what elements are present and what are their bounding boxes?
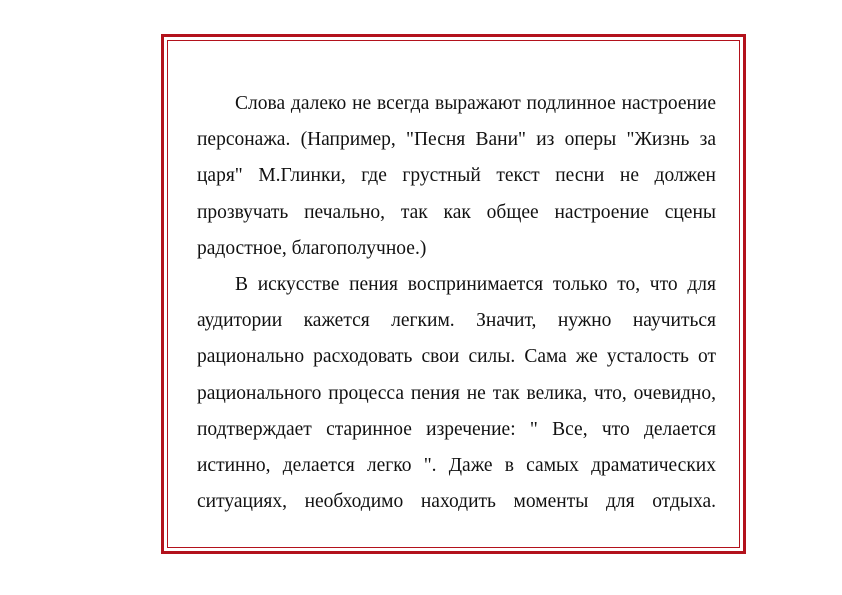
page-frame (161, 34, 746, 554)
text-block (197, 86, 716, 520)
page-frame-inner (167, 40, 740, 548)
paragraph-2: В искусстве пения воспринимается только то, что для аудитории кажется легким. Значит, нужно научиться рационально расходовать свои силы. Сама же усталость от рационального процесса пения не так велика, что, очевидно, подтверждает старинное изречение: " Все, что делается истинно, делается легко ". Даже в самых драматических ситуациях, необходимо находить моменты для отдыха. (197, 274, 716, 513)
paragraph-1: Слова далеко не всегда выражают подлинное настроение персонажа. (Например, "Песня Вани" из оперы "Жизнь за царя" М.Глинки, где грустный текст песни не должен прозвучать печально, так как общее настроение сцены радостное, благополучное.) (197, 93, 716, 259)
